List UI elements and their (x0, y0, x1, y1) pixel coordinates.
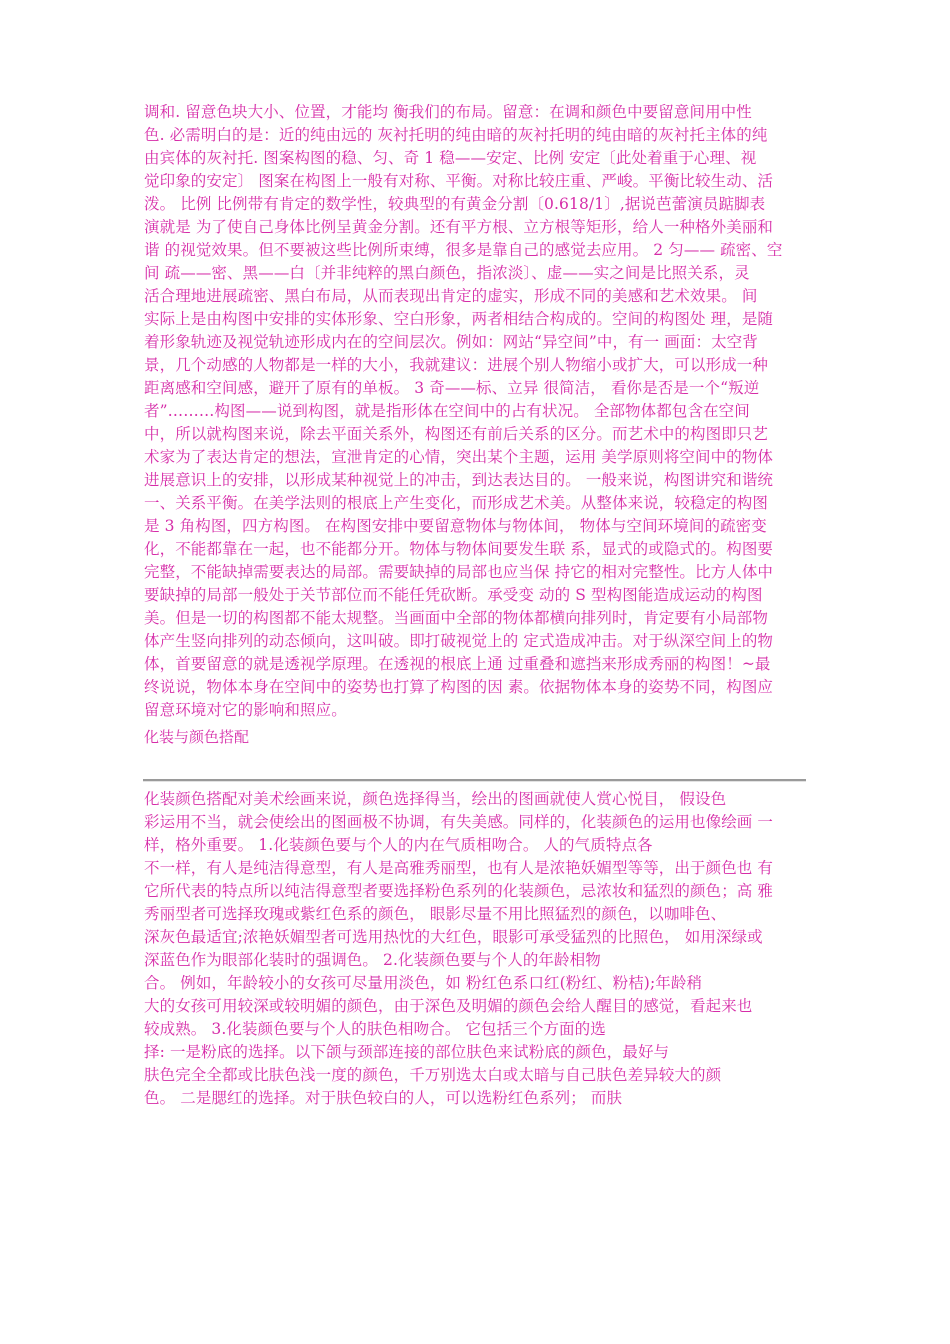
section-heading: 化装与颜色搭配 (144, 728, 250, 746)
text-line: 化装颜色搭配对美术绘画来说，颜色选择得当，绘出的图画就使人赏心悦目， 假设色 (144, 790, 727, 808)
text-line: 合。 例如，年龄较小的女孩可尽量用淡色，如 粉红色系口红(粉红、粉桔);年龄稍 (144, 974, 703, 992)
text-line: 样，格外重要。 1.化装颜色要与个人的内在气质相吻合。 人的气质特点各 (144, 836, 653, 854)
text-line: 择: 一是粉底的选择。以下颌与颈部连接的部位肤色来试粉底的颜色，最好与 (144, 1043, 670, 1061)
text-line: 较成熟。 3.化装颜色要与个人的肤色相吻合。 它包括三个方面的选 (144, 1020, 606, 1038)
composition-text-block (144, 101, 820, 722)
text-line: 美。但是一切的构图都不能太规整。当画面中全部的物体都横向排列时，肯定要有小局部物 (144, 609, 769, 627)
text-line: 体产生竖向排列的动态倾向，这叫破。即打破视觉上的 定式造成冲击。对于纵深空间上的物 (144, 632, 774, 650)
text-line: 者”………构图——说到构图，就是指形体在空间中的占有状况。 全部物体都包含在空间 (144, 402, 750, 420)
text-line: 完整，不能缺掉需要表达的局部。需要缺掉的局部也应当保 持它的相对完整性。比方人体中 (144, 563, 774, 581)
text-line: 谐 的视觉效果。但不要被这些比例所束缚，很多是靠自己的感觉去应用。 2 匀—— 疏密、空 (144, 241, 783, 259)
text-line: 景，几个动感的人物都是一样的大小，我就建议：进展个别人物缩小或扩大，可以形成一种 (144, 356, 769, 374)
text-line: 大的女孩可用较深或较明媚的颜色，由于深色及明媚的颜色会给人醒目的感觉，看起来也 (144, 997, 753, 1015)
text-line: 体，首要留意的就是透视学原理。在透视的根底上通 过重叠和遮挡来形成秀丽的构图！~最 (144, 655, 771, 673)
text-line: 演就是 为了使自己身体比例呈黄金分割。还有平方根、立方根等矩形，给人一种格外美丽和 (144, 218, 774, 236)
text-line: 间 疏——密、黑——白〔并非纯粹的黑白颜色，指浓淡〕、虚——实之间是比照关系，灵 (144, 264, 750, 282)
text-line: 实际上是由构图中安排的实体形象、空白形象，两者相结合构成的。空间的构图处 理，是随 (144, 310, 774, 328)
text-line: 觉印象的安定〕 图案在构图上一般有对称、平衡。对称比较庄重、严峻。平衡比较生动、活 (144, 172, 774, 190)
horizontal-divider (143, 779, 806, 782)
text-line: 进展意识上的安排，以形成某种视觉上的冲击，到达表达目的。 一般来说，构图讲究和谐统 (144, 471, 774, 489)
text-line: 它所代表的特点所以纯洁得意型者要选择粉色系列的化装颜色，忌浓妆和猛烈的颜色；高 雅 (144, 882, 774, 900)
text-line: 活合理地进展疏密、黑白布局，从而表现出肯定的虚实，形成不同的美感和艺术效果。 间 (144, 287, 758, 305)
text-line: 术家为了表达肯定的想法，宣泄肯定的心情，突出某个主题，运用 美学原则将空间中的物体 (144, 448, 774, 466)
text-line: 留意环境对它的影响和照应。 (144, 701, 347, 719)
text-line: 不一样，有人是纯洁得意型，有人是高雅秀丽型，也有人是浓艳妖媚型等等，出于颜色也 有 (144, 859, 774, 877)
makeup-color-text-block (144, 788, 820, 1110)
text-line: 色。 二是腮红的选择。对于肤色较白的人，可以选粉红色系列； 而肤 (144, 1089, 623, 1107)
text-line: 终说说，物体本身在空间中的姿势也打算了构图的因 素。依据物体本身的姿势不同，构图应 (144, 678, 774, 696)
text-line: 化，不能都靠在一起，也不能都分开。物体与物体间要发生联 系，显式的或隐式的。构图要 (144, 540, 774, 558)
text-line: 一、关系平衡。在美学法则的根底上产生变化，而形成艺术美。从整体来说，较稳定的构图 (144, 494, 769, 512)
text-line: 泼。 比例 比例带有肯定的数学性，较典型的有黄金分割〔0.618/1〕,据说芭蕾演员踮脚表 (144, 195, 766, 213)
text-line: 彩运用不当，就会使绘出的图画极不协调，有失美感。同样的，化装颜色的运用也像绘画 一 (144, 813, 774, 831)
text-line: 中，所以就构图来说，除去平面关系外，构图还有前后关系的区分。而艺术中的构图即只艺 (144, 425, 769, 443)
text-line: 肤色完全全都或比肤色浅一度的颜色，千万别选太白或太暗与自己肤色差异较大的颜 (144, 1066, 722, 1084)
text-line: 着形象轨迹及视觉轨迹形成内在的空间层次。例如：网站“异空间”中，有一 画面：太空背 (144, 333, 758, 351)
text-line: 由宾体的灰衬托. 图案构图的稳、匀、奇 1 稳——安定、比例 安定〔此处着重于心理、视 (144, 149, 757, 167)
text-line: 是 3 角构图，四方构图。 在构图安排中要留意物体与物体间， 物体与空间环境间的疏密变 (144, 517, 767, 535)
text-line: 深灰色最适宜;浓艳妖媚型者可选用热忱的大红色，眼影可承受猛烈的比照色， 如用深绿或 (144, 928, 763, 946)
text-line: 色. 必需明白的是：近的纯由远的 灰衬托明的纯由暗的灰衬托明的纯由暗的灰衬托主体的纯 (144, 126, 768, 144)
text-line: 深蓝色作为眼部化装时的强调色。 2.化装颜色要与个人的年龄相物 (144, 951, 601, 969)
text-line: 距离感和空间感，避开了原有的单板。 3 奇——标、立异 很简洁， 看你是否是一个“叛逆 (144, 379, 760, 397)
text-line: 秀丽型者可选择玫瑰或紫红色系的颜色， 眼影尽量不用比照猛烈的颜色，以咖啡色、 (144, 905, 727, 923)
text-line: 要缺掉的局部一般处于关节部位而不能任凭砍断。承受变 动的 S 型构图能造成运动的构图 (144, 586, 763, 604)
text-line: 调和. 留意色块大小、位置，才能均 衡我们的布局。留意：在调和颜色中要留意间用中性 (144, 103, 752, 121)
